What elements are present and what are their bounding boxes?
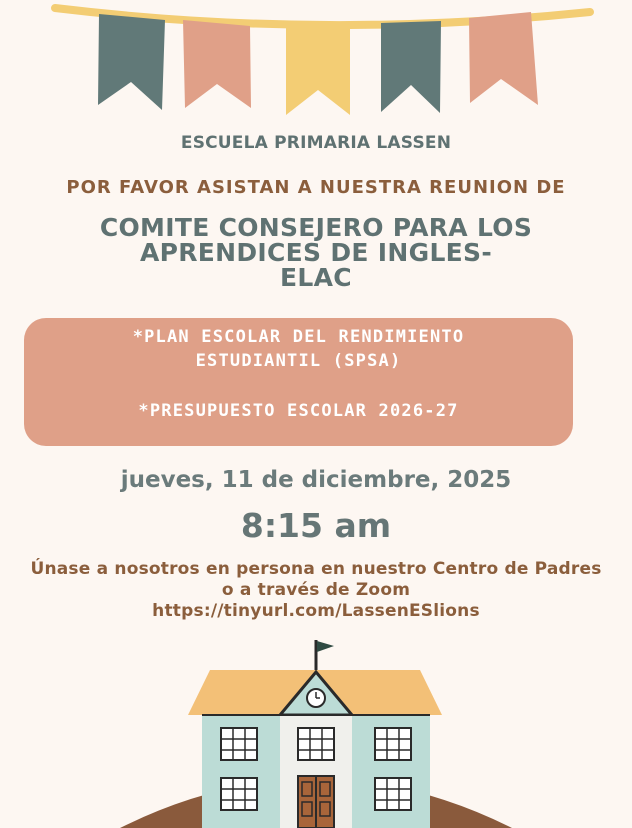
school-building-icon xyxy=(120,640,512,828)
join-info xyxy=(0,559,632,622)
meeting-time: 8:15 am xyxy=(240,506,392,545)
agenda-box xyxy=(24,318,573,446)
clock-icon xyxy=(307,689,325,707)
agenda-item-budget: *PRESUPUESTO ESCOLAR 2026-27 xyxy=(138,401,459,421)
meeting-date: jueves, 11 de diciembre, 2025 xyxy=(120,467,512,493)
committee-title-line-1: COMITE CONSEJERO PARA LOS xyxy=(99,213,533,242)
invitation-line: POR FAVOR ASISTAN A NUESTRA REUNION DE xyxy=(66,177,566,198)
agenda-item-spsa-line-2: ESTUDIANTIL (SPSA) xyxy=(195,351,402,371)
agenda-item-spsa-line-1: *PLAN ESCOLAR DEL RENDIMIENTO xyxy=(132,327,465,347)
committee-title-line-2: APRENDICES DE INGLES- xyxy=(139,238,493,267)
committee-title-line-3: ELAC xyxy=(280,263,352,292)
join-info-line-2: o a través de Zoom xyxy=(221,580,411,600)
join-info-line-1: Únase a nosotros en persona en nuestro Centro de Padres xyxy=(30,559,602,579)
committee-title xyxy=(0,215,632,290)
school-name: ESCUELA PRIMARIA LASSEN xyxy=(180,133,452,153)
bunting-flags xyxy=(0,0,632,125)
zoom-link[interactable]: https://tinyurl.com/LassenESlions xyxy=(152,601,480,621)
flag-icon xyxy=(316,640,334,672)
agenda-item-spsa xyxy=(24,325,573,373)
